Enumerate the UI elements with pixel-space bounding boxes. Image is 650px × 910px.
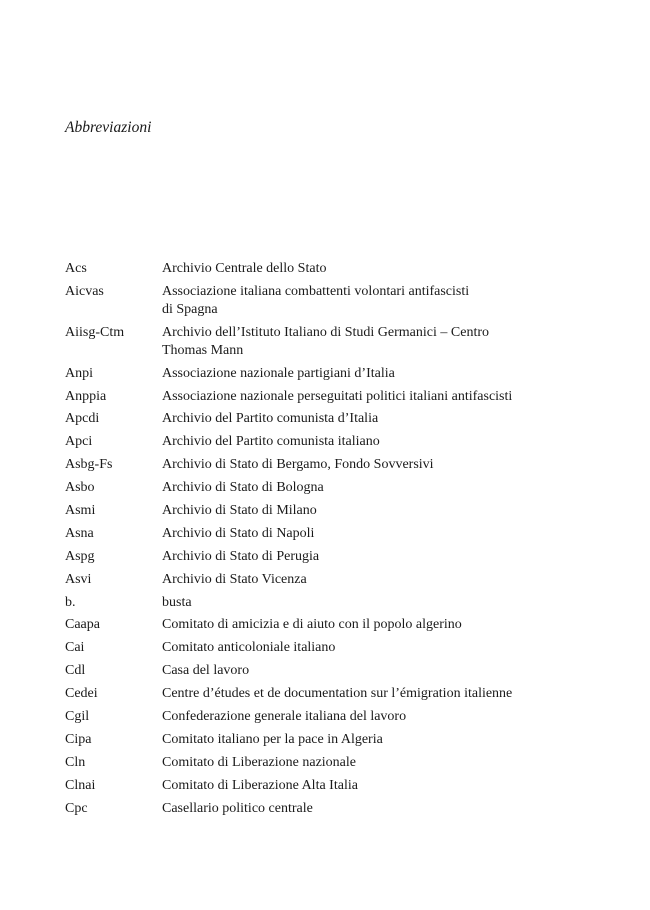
abbreviation-row bbox=[65, 365, 585, 383]
abbreviation-term: Aiisg-Ctm bbox=[65, 324, 125, 340]
abbreviation-definition: Archivio di Stato Vicenza bbox=[162, 571, 307, 587]
abbreviation-definition: Associazione italiana combattenti volontari antifascisti di Spagna bbox=[162, 283, 470, 317]
abbreviation-row bbox=[65, 410, 585, 428]
abbreviation-definition: busta bbox=[162, 594, 192, 610]
abbreviation-term: Asna bbox=[65, 525, 94, 541]
abbreviation-definition: Archivio di Stato di Milano bbox=[162, 503, 317, 519]
abbreviation-term: Cdl bbox=[65, 663, 86, 679]
abbreviation-definition: Centre d’études et de documentation sur l’émigration italienne bbox=[162, 686, 513, 702]
abbreviation-row bbox=[65, 433, 585, 451]
abbreviation-term: Asmi bbox=[65, 503, 96, 519]
abbreviation-term: Anppia bbox=[65, 388, 107, 404]
abbreviation-row bbox=[65, 594, 585, 612]
abbreviation-term: Acs bbox=[65, 261, 87, 276]
abbreviation-term: Cedei bbox=[65, 686, 98, 702]
abbreviation-term: Cpc bbox=[65, 800, 88, 816]
abbreviation-term: Apcdi bbox=[65, 411, 100, 427]
abbreviation-term: Asvi bbox=[65, 571, 92, 587]
abbreviation-definition: Archivio di Stato di Bologna bbox=[162, 480, 324, 496]
abbreviation-definition: Comitato italiano per la pace in Algeria bbox=[162, 731, 383, 747]
abbreviation-definition: Comitato di Liberazione nazionale bbox=[162, 754, 356, 770]
abbreviation-row bbox=[65, 685, 585, 703]
page-title: Abbreviazioni bbox=[65, 119, 152, 136]
abbreviation-definition: Archivio di Stato di Bergamo, Fondo Sovversivi bbox=[162, 457, 434, 473]
abbreviation-term: Aspg bbox=[65, 548, 95, 564]
abbreviation-row bbox=[65, 456, 585, 474]
abbreviation-definition: Comitato anticoloniale italiano bbox=[162, 640, 336, 656]
abbreviation-term: Anpi bbox=[65, 365, 93, 381]
abbreviation-row bbox=[65, 616, 585, 634]
abbreviation-definition: Archivio Centrale dello Stato bbox=[162, 261, 327, 276]
abbreviation-list bbox=[65, 260, 585, 822]
abbreviation-row bbox=[65, 525, 585, 543]
abbreviation-row bbox=[65, 731, 585, 749]
abbreviation-term: Cipa bbox=[65, 731, 92, 747]
abbreviation-definition: Archivio di Stato di Napoli bbox=[162, 525, 315, 541]
abbreviation-row bbox=[65, 571, 585, 589]
abbreviation-term: Caapa bbox=[65, 617, 100, 633]
abbreviation-definition: Comitato di Liberazione Alta Italia bbox=[162, 777, 358, 793]
abbreviation-term: Asbg-Fs bbox=[65, 457, 113, 473]
abbreviation-term: Aicvas bbox=[65, 283, 104, 299]
abbreviation-definition: Comitato di amicizia e di aiuto con il popolo algerino bbox=[162, 617, 462, 633]
abbreviation-term: Cln bbox=[65, 754, 86, 770]
abbreviation-definition: Archivio di Stato di Perugia bbox=[162, 548, 320, 564]
abbreviation-row bbox=[65, 502, 585, 520]
abbreviation-row bbox=[65, 639, 585, 657]
abbreviation-row bbox=[65, 777, 585, 795]
abbreviation-definition: Casa del lavoro bbox=[162, 663, 250, 679]
abbreviation-definition: Archivio dell’Istituto Italiano di Studi Germanici – Centro Thomas Mann bbox=[162, 324, 489, 358]
abbreviation-term: Cai bbox=[65, 640, 85, 656]
abbreviation-definition: Confederazione generale italiana del lavoro bbox=[162, 709, 407, 725]
abbreviation-row bbox=[65, 708, 585, 726]
abbreviation-row bbox=[65, 662, 585, 680]
abbreviation-term: Cgil bbox=[65, 709, 90, 725]
abbreviation-definition: Associazione nazionale perseguitati politici italiani antifascisti bbox=[162, 388, 513, 404]
abbreviation-row bbox=[65, 283, 585, 319]
abbreviation-row bbox=[65, 548, 585, 566]
abbreviation-row bbox=[65, 800, 585, 818]
abbreviation-definition: Associazione nazionale partigiani d’Italia bbox=[162, 365, 395, 381]
abbreviation-term: Apci bbox=[65, 434, 93, 450]
abbreviation-definition: Archivio del Partito comunista italiano bbox=[162, 434, 380, 450]
abbreviation-term: Asbo bbox=[65, 480, 95, 496]
abbreviation-term: Clnai bbox=[65, 777, 96, 793]
abbreviation-row bbox=[65, 388, 585, 406]
abbreviation-row bbox=[65, 324, 585, 360]
abbreviation-definition: Casellario politico centrale bbox=[162, 800, 313, 816]
abbreviation-term: b. bbox=[65, 594, 76, 610]
abbreviation-row bbox=[65, 260, 585, 278]
abbreviation-row bbox=[65, 479, 585, 497]
abbreviation-definition: Archivio del Partito comunista d’Italia bbox=[162, 411, 379, 427]
abbreviation-row bbox=[65, 754, 585, 772]
